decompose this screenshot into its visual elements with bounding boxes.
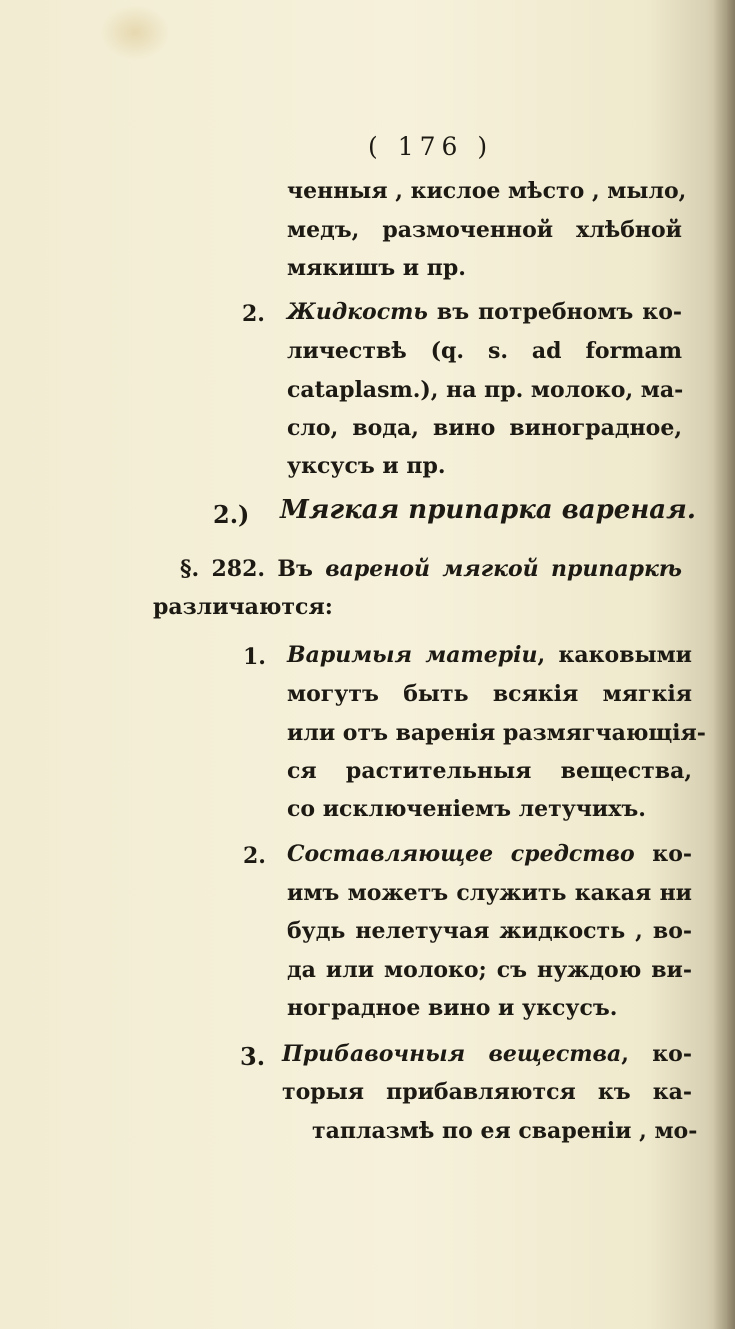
list-number: 2.	[243, 843, 266, 869]
list-item-line: Варимыя матеріи, каковыми	[287, 642, 692, 668]
paper-stain	[100, 5, 170, 60]
list-item-line: ся растительныя вещества,	[287, 758, 692, 784]
emphasis-term: Жидкость	[287, 299, 428, 325]
emphasis-term: Составляющее средство	[287, 841, 635, 867]
list-item-line: уксусъ и пр.	[287, 453, 446, 479]
list-item-line: имъ можетъ служить какая ни	[287, 880, 692, 906]
list-item-line: Жидкость въ потребномъ ко-	[287, 299, 682, 325]
list-item-line: личествѣ (q. s. ad formam	[287, 338, 682, 364]
list-item-line: ноградное вино и уксусъ.	[287, 995, 618, 1021]
emphasis-term: Прибавочныя вещества	[282, 1041, 622, 1067]
list-number: 3.	[240, 1042, 266, 1071]
section-number: 2.)	[213, 500, 250, 529]
text-line: мякишъ и пр.	[287, 255, 466, 281]
emphasis-term: Варимыя матеріи	[287, 642, 538, 668]
page-edge-shadow	[713, 0, 735, 1329]
list-item-line: Составляющее средство ко-	[287, 841, 692, 867]
text-line: медъ, размоченной хлѣбной	[287, 217, 682, 243]
list-item-line: могутъ быть всякія мягкія	[287, 681, 692, 707]
list-item-line: будь нелетучая жидкость , во-	[287, 918, 692, 944]
list-item-line: торыя прибавляются къ ка-	[282, 1079, 692, 1105]
list-item-line: да или молоко; съ нуждою ви-	[287, 957, 692, 983]
paragraph-line: различаются:	[153, 594, 333, 620]
list-number: 1.	[243, 644, 266, 670]
list-item-line: таплазмѣ по ея свареніи , мо-	[312, 1118, 698, 1144]
text-line: ченныя , кислое мѣсто , мыло,	[287, 178, 687, 204]
page-number: ( 176 )	[368, 132, 494, 161]
paragraph-line: §. 282. Въ вареной мягкой припаркѣ	[180, 556, 682, 582]
emphasis-term: вареной мягкой припаркѣ	[325, 556, 682, 582]
list-item-line: cataplasm.), на пр. молоко, ма-	[287, 377, 684, 403]
list-item-line: или отъ варенія размягчающія-	[287, 720, 706, 746]
section-heading: Мягкая припарка вареная.	[280, 495, 696, 525]
list-item-line: сло, вода, вино виноградное,	[287, 415, 682, 441]
list-item-line: со исключеніемъ летучихъ.	[287, 796, 646, 822]
list-item-line: Прибавочныя вещества, ко-	[282, 1041, 692, 1067]
list-number: 2.	[242, 301, 265, 327]
